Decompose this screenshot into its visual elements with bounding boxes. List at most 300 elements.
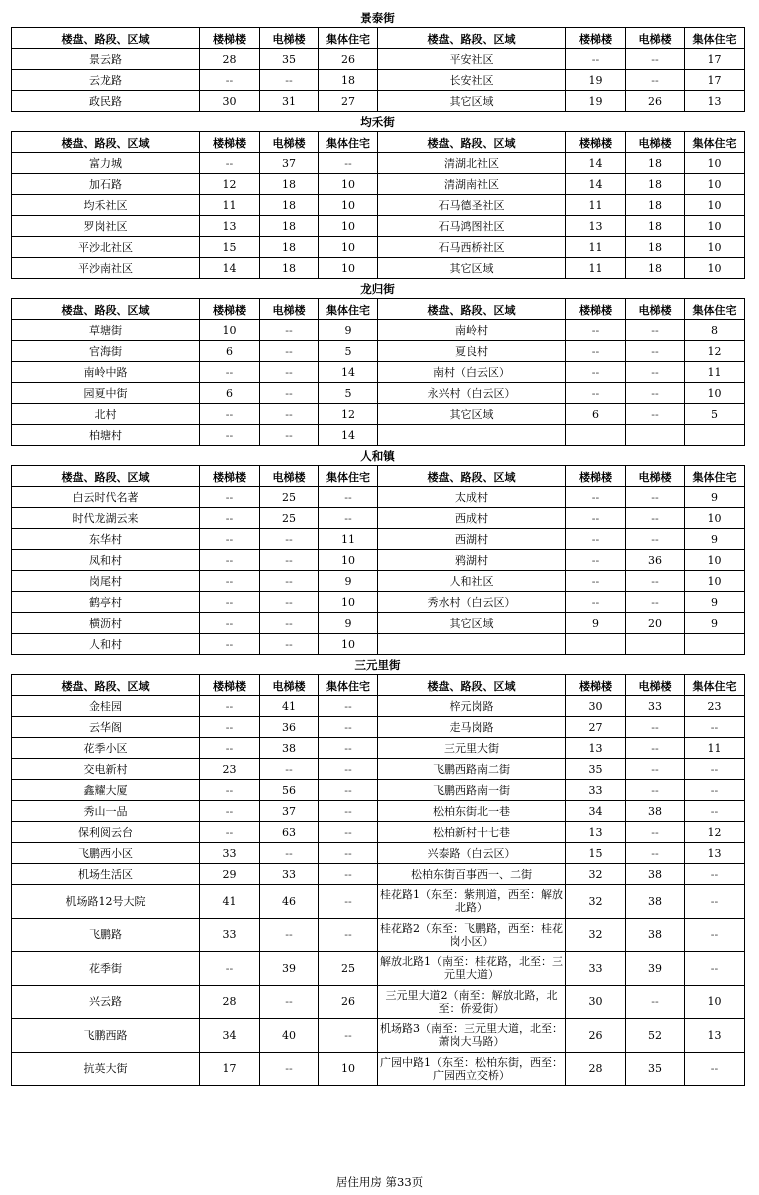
cell-collective-housing: 10 — [685, 237, 745, 258]
cell-area-name — [378, 425, 566, 446]
cell-stair-building: -- — [200, 801, 260, 822]
cell-stair-building: 15 — [566, 843, 626, 864]
table-row — [12, 885, 745, 919]
cell-collective-housing: -- — [319, 918, 378, 952]
cell-area-name: 罗岗社区 — [12, 216, 200, 237]
cell-area-name: 长安社区 — [378, 70, 566, 91]
table-row — [12, 634, 745, 655]
cell-collective-housing: -- — [685, 952, 745, 986]
cell-collective-housing: -- — [319, 822, 378, 843]
column-header-stair-building: 楼梯楼 — [566, 299, 626, 320]
cell-collective-housing: -- — [319, 885, 378, 919]
cell-stair-building: -- — [566, 550, 626, 571]
cell-collective-housing: 9 — [319, 320, 378, 341]
cell-elevator-building: 37 — [260, 153, 319, 174]
cell-area-name: 鸦湖村 — [378, 550, 566, 571]
cell-collective-housing: 9 — [319, 571, 378, 592]
cell-collective-housing: -- — [685, 759, 745, 780]
table-row — [12, 696, 745, 717]
cell-area-name: 飞鹏路 — [12, 918, 200, 952]
column-header-area-name: 楼盘、路段、区域 — [12, 28, 200, 49]
cell-area-name: 政民路 — [12, 91, 200, 112]
cell-stair-building: -- — [200, 404, 260, 425]
cell-elevator-building: -- — [626, 341, 685, 362]
cell-stair-building: 33 — [566, 780, 626, 801]
column-header-area-name: 楼盘、路段、区域 — [12, 675, 200, 696]
cell-collective-housing: -- — [319, 487, 378, 508]
cell-area-name: 其它区域 — [378, 91, 566, 112]
cell-elevator-building: -- — [260, 70, 319, 91]
cell-stair-building: 14 — [566, 174, 626, 195]
cell-stair-building: -- — [200, 738, 260, 759]
cell-elevator-building: 18 — [626, 237, 685, 258]
cell-collective-housing: 11 — [685, 362, 745, 383]
cell-stair-building: 27 — [566, 717, 626, 738]
cell-elevator-building: -- — [626, 571, 685, 592]
cell-stair-building: -- — [200, 613, 260, 634]
cell-area-name: 飞鹏西路南二街 — [378, 759, 566, 780]
cell-elevator-building: 36 — [626, 550, 685, 571]
cell-collective-housing: -- — [685, 801, 745, 822]
cell-collective-housing: 14 — [319, 425, 378, 446]
section-table — [11, 131, 745, 279]
cell-collective-housing: 10 — [685, 383, 745, 404]
cell-elevator-building: -- — [626, 383, 685, 404]
cell-area-name: 人和社区 — [378, 571, 566, 592]
cell-stair-building: -- — [566, 592, 626, 613]
cell-elevator-building: 35 — [626, 1052, 685, 1086]
cell-stair-building: -- — [566, 320, 626, 341]
column-header-area-name: 楼盘、路段、区域 — [378, 28, 566, 49]
cell-elevator-building: 31 — [260, 91, 319, 112]
column-header-stair-building: 楼梯楼 — [200, 299, 260, 320]
table-row — [12, 529, 745, 550]
cell-elevator-building: 35 — [260, 49, 319, 70]
cell-area-name: 抗英大街 — [12, 1052, 200, 1086]
cell-stair-building: 30 — [566, 985, 626, 1019]
cell-elevator-building: 18 — [260, 216, 319, 237]
table-row — [12, 843, 745, 864]
cell-area-name: 西湖村 — [378, 529, 566, 550]
cell-area-name: 广园中路1（东至：松柏东街，西至：广园西立交桥） — [378, 1052, 566, 1086]
cell-elevator-building: -- — [626, 717, 685, 738]
cell-stair-building: -- — [200, 952, 260, 986]
table-row — [12, 91, 745, 112]
cell-collective-housing: 10 — [319, 216, 378, 237]
cell-elevator-building: -- — [260, 320, 319, 341]
cell-elevator-building: 18 — [626, 195, 685, 216]
cell-collective-housing: 10 — [685, 508, 745, 529]
cell-collective-housing: 10 — [319, 237, 378, 258]
cell-collective-housing: -- — [319, 780, 378, 801]
cell-elevator-building: 18 — [626, 216, 685, 237]
cell-collective-housing: 9 — [319, 613, 378, 634]
cell-area-name: 夏良村 — [378, 341, 566, 362]
column-header-collective-housing: 集体住宅 — [685, 299, 745, 320]
cell-collective-housing: 10 — [685, 550, 745, 571]
column-header-stair-building: 楼梯楼 — [566, 466, 626, 487]
cell-stair-building: 11 — [200, 195, 260, 216]
cell-collective-housing: 10 — [319, 1052, 378, 1086]
column-header-area-name: 楼盘、路段、区域 — [12, 466, 200, 487]
cell-area-name: 云华阁 — [12, 717, 200, 738]
cell-elevator-building: -- — [260, 634, 319, 655]
table-row — [12, 1019, 745, 1053]
table-row — [12, 613, 745, 634]
cell-area-name: 机场路3（南至：三元里大道，北至：萧岗大马路） — [378, 1019, 566, 1053]
cell-stair-building — [566, 425, 626, 446]
column-header-stair-building: 楼梯楼 — [200, 466, 260, 487]
cell-collective-housing: -- — [319, 1019, 378, 1053]
cell-area-name: 凤和村 — [12, 550, 200, 571]
cell-area-name: 机场路12号大院 — [12, 885, 200, 919]
section-title: 景泰街 — [360, 11, 395, 25]
cell-collective-housing: 11 — [319, 529, 378, 550]
table-row — [12, 759, 745, 780]
cell-elevator-building: 37 — [260, 801, 319, 822]
cell-area-name: 太成村 — [378, 487, 566, 508]
column-header-area-name: 楼盘、路段、区域 — [378, 675, 566, 696]
column-header-area-name: 楼盘、路段、区域 — [12, 132, 200, 153]
cell-stair-building: -- — [200, 717, 260, 738]
section-title: 人和镇 — [360, 449, 395, 463]
column-header-collective-housing: 集体住宅 — [685, 132, 745, 153]
cell-area-name: 松柏东街北一巷 — [378, 801, 566, 822]
table-row — [12, 153, 745, 174]
column-header-collective-housing: 集体住宅 — [685, 675, 745, 696]
cell-collective-housing: 12 — [685, 822, 745, 843]
cell-area-name: 其它区域 — [378, 258, 566, 279]
table-header-row — [12, 28, 745, 49]
cell-collective-housing: 13 — [685, 91, 745, 112]
column-header-elevator-building: 电梯楼 — [626, 299, 685, 320]
cell-elevator-building: 18 — [260, 174, 319, 195]
cell-collective-housing — [685, 634, 745, 655]
cell-collective-housing: -- — [319, 843, 378, 864]
cell-area-name: 西成村 — [378, 508, 566, 529]
column-header-collective-housing: 集体住宅 — [685, 466, 745, 487]
cell-stair-building: 6 — [200, 383, 260, 404]
column-header-elevator-building: 电梯楼 — [260, 28, 319, 49]
column-header-collective-housing: 集体住宅 — [319, 675, 378, 696]
cell-collective-housing: 10 — [319, 550, 378, 571]
cell-area-name: 三元里大道2（南至：解放北路，北至：侨爱街） — [378, 985, 566, 1019]
cell-elevator-building: 38 — [260, 738, 319, 759]
table-header-row — [12, 299, 745, 320]
cell-collective-housing: 17 — [685, 49, 745, 70]
cell-elevator-building: -- — [626, 738, 685, 759]
cell-area-name: 南岭中路 — [12, 362, 200, 383]
column-header-stair-building: 楼梯楼 — [200, 132, 260, 153]
cell-stair-building: 33 — [566, 952, 626, 986]
cell-stair-building: 26 — [566, 1019, 626, 1053]
cell-elevator-building: -- — [260, 550, 319, 571]
section-table — [11, 465, 745, 655]
cell-collective-housing: 23 — [685, 696, 745, 717]
table-row — [12, 341, 745, 362]
table-row — [12, 801, 745, 822]
cell-elevator-building: -- — [260, 918, 319, 952]
cell-stair-building: 17 — [200, 1052, 260, 1086]
cell-collective-housing: 10 — [685, 985, 745, 1019]
cell-elevator-building: 39 — [260, 952, 319, 986]
cell-collective-housing: -- — [319, 153, 378, 174]
cell-stair-building: 11 — [566, 258, 626, 279]
cell-collective-housing: -- — [319, 759, 378, 780]
cell-collective-housing: -- — [319, 717, 378, 738]
column-header-area-name: 楼盘、路段、区域 — [378, 299, 566, 320]
cell-collective-housing: 10 — [685, 216, 745, 237]
cell-collective-housing: 12 — [319, 404, 378, 425]
cell-collective-housing: -- — [319, 801, 378, 822]
cell-stair-building: -- — [200, 153, 260, 174]
cell-area-name: 南岭村 — [378, 320, 566, 341]
column-header-elevator-building: 电梯楼 — [260, 299, 319, 320]
page-footer — [0, 1174, 759, 1190]
cell-area-name: 人和村 — [12, 634, 200, 655]
cell-stair-building: -- — [200, 529, 260, 550]
cell-elevator-building: -- — [260, 1052, 319, 1086]
column-header-collective-housing: 集体住宅 — [319, 28, 378, 49]
table-row — [12, 717, 745, 738]
cell-elevator-building: 18 — [260, 195, 319, 216]
cell-collective-housing: 5 — [685, 404, 745, 425]
cell-area-name: 飞鹏西路 — [12, 1019, 200, 1053]
cell-stair-building: -- — [200, 550, 260, 571]
cell-elevator-building: -- — [626, 362, 685, 383]
table-row — [12, 985, 745, 1019]
cell-collective-housing: -- — [685, 780, 745, 801]
table-row — [12, 738, 745, 759]
cell-area-name: 石马西桥社区 — [378, 237, 566, 258]
cell-collective-housing: 10 — [319, 195, 378, 216]
column-header-stair-building: 楼梯楼 — [566, 28, 626, 49]
column-header-collective-housing: 集体住宅 — [319, 466, 378, 487]
cell-stair-building: 14 — [566, 153, 626, 174]
cell-area-name: 桂花路1（东至：紫荆道，西至：解放北路） — [378, 885, 566, 919]
column-header-elevator-building: 电梯楼 — [260, 466, 319, 487]
table-row — [12, 592, 745, 613]
table-header-row — [12, 675, 745, 696]
column-header-elevator-building: 电梯楼 — [626, 466, 685, 487]
cell-stair-building: -- — [200, 362, 260, 383]
cell-area-name: 松柏东街百事西一、二街 — [378, 864, 566, 885]
cell-elevator-building: 18 — [626, 174, 685, 195]
cell-area-name: 其它区域 — [378, 404, 566, 425]
cell-collective-housing: 5 — [319, 383, 378, 404]
cell-area-name: 柏塘村 — [12, 425, 200, 446]
cell-area-name: 其它区域 — [378, 613, 566, 634]
cell-area-name: 兴泰路（白云区） — [378, 843, 566, 864]
cell-elevator-building: -- — [260, 529, 319, 550]
table-row — [12, 487, 745, 508]
cell-collective-housing: -- — [685, 864, 745, 885]
cell-collective-housing: 9 — [685, 529, 745, 550]
cell-area-name: 云龙路 — [12, 70, 200, 91]
cell-elevator-building: -- — [260, 383, 319, 404]
cell-collective-housing: 10 — [685, 174, 745, 195]
cell-elevator-building: -- — [260, 425, 319, 446]
table-row — [12, 174, 745, 195]
cell-stair-building: -- — [566, 529, 626, 550]
cell-collective-housing: 27 — [319, 91, 378, 112]
cell-elevator-building: -- — [260, 613, 319, 634]
cell-area-name: 白云时代名著 — [12, 487, 200, 508]
footer-page-number: 第33页 — [385, 1175, 424, 1189]
cell-stair-building: 12 — [200, 174, 260, 195]
table-row — [12, 404, 745, 425]
cell-stair-building: 13 — [566, 822, 626, 843]
cell-area-name: 走马岗路 — [378, 717, 566, 738]
cell-elevator-building: 38 — [626, 885, 685, 919]
table-row — [12, 780, 745, 801]
column-header-stair-building: 楼梯楼 — [566, 132, 626, 153]
cell-elevator-building — [626, 425, 685, 446]
section-table — [11, 298, 745, 446]
cell-stair-building: 14 — [200, 258, 260, 279]
column-header-elevator-building: 电梯楼 — [260, 132, 319, 153]
cell-elevator-building: 18 — [626, 258, 685, 279]
cell-stair-building: 28 — [200, 49, 260, 70]
cell-elevator-building: -- — [626, 780, 685, 801]
cell-collective-housing: 12 — [685, 341, 745, 362]
cell-elevator-building: 33 — [626, 696, 685, 717]
section-title: 三元里街 — [354, 658, 401, 672]
cell-collective-housing: 17 — [685, 70, 745, 91]
cell-stair-building: 6 — [200, 341, 260, 362]
cell-area-name: 清湖北社区 — [378, 153, 566, 174]
cell-collective-housing: -- — [685, 918, 745, 952]
column-header-elevator-building: 电梯楼 — [626, 28, 685, 49]
column-header-collective-housing: 集体住宅 — [685, 28, 745, 49]
cell-collective-housing: -- — [319, 696, 378, 717]
cell-stair-building: 32 — [566, 885, 626, 919]
cell-area-name: 横沥村 — [12, 613, 200, 634]
cell-stair-building: -- — [566, 487, 626, 508]
table-row — [12, 320, 745, 341]
cell-collective-housing: 9 — [685, 613, 745, 634]
cell-stair-building: 11 — [566, 237, 626, 258]
cell-collective-housing: 10 — [319, 258, 378, 279]
table-row — [12, 258, 745, 279]
table-row — [12, 362, 745, 383]
cell-collective-housing: 26 — [319, 985, 378, 1019]
cell-elevator-building: 56 — [260, 780, 319, 801]
cell-area-name: 清湖南社区 — [378, 174, 566, 195]
section-table — [11, 27, 745, 112]
cell-elevator-building: 25 — [260, 487, 319, 508]
column-header-elevator-building: 电梯楼 — [626, 132, 685, 153]
cell-area-name: 保利阅云台 — [12, 822, 200, 843]
cell-area-name: 景云路 — [12, 49, 200, 70]
cell-area-name: 平沙北社区 — [12, 237, 200, 258]
cell-collective-housing: 8 — [685, 320, 745, 341]
cell-area-name: 草塘街 — [12, 320, 200, 341]
cell-elevator-building: -- — [626, 822, 685, 843]
cell-stair-building: 32 — [566, 864, 626, 885]
cell-area-name: 官海街 — [12, 341, 200, 362]
cell-stair-building: 41 — [200, 885, 260, 919]
cell-collective-housing: 13 — [685, 843, 745, 864]
footer-label: 居住用房 — [335, 1175, 382, 1189]
cell-stair-building: -- — [200, 487, 260, 508]
cell-collective-housing: 10 — [319, 634, 378, 655]
cell-elevator-building: 18 — [260, 258, 319, 279]
column-header-stair-building: 楼梯楼 — [566, 675, 626, 696]
cell-collective-housing: 10 — [319, 174, 378, 195]
cell-stair-building: 13 — [566, 738, 626, 759]
cell-stair-building: -- — [200, 696, 260, 717]
table-row — [12, 952, 745, 986]
cell-area-name: 飞鹏西小区 — [12, 843, 200, 864]
cell-stair-building: -- — [566, 571, 626, 592]
table-row — [12, 1052, 745, 1086]
cell-area-name: 平安社区 — [378, 49, 566, 70]
cell-area-name: 石马鸿图社区 — [378, 216, 566, 237]
cell-area-name: 秀山一品 — [12, 801, 200, 822]
table-row — [12, 216, 745, 237]
cell-area-name — [378, 634, 566, 655]
cell-collective-housing — [685, 425, 745, 446]
cell-area-name: 梓元岗路 — [378, 696, 566, 717]
cell-elevator-building: -- — [626, 487, 685, 508]
cell-stair-building: 34 — [200, 1019, 260, 1053]
cell-stair-building: -- — [566, 383, 626, 404]
cell-area-name: 北村 — [12, 404, 200, 425]
cell-elevator-building: -- — [626, 985, 685, 1019]
cell-stair-building: 9 — [566, 613, 626, 634]
cell-collective-housing: 25 — [319, 952, 378, 986]
cell-elevator-building: 18 — [626, 153, 685, 174]
cell-elevator-building: -- — [626, 49, 685, 70]
cell-stair-building: -- — [200, 592, 260, 613]
cell-area-name: 富力城 — [12, 153, 200, 174]
cell-area-name: 金桂园 — [12, 696, 200, 717]
cell-stair-building: 30 — [200, 91, 260, 112]
cell-area-name: 东华村 — [12, 529, 200, 550]
cell-stair-building: -- — [200, 780, 260, 801]
cell-stair-building: 19 — [566, 70, 626, 91]
cell-stair-building: -- — [200, 634, 260, 655]
cell-elevator-building: -- — [260, 759, 319, 780]
column-header-area-name: 楼盘、路段、区域 — [378, 132, 566, 153]
column-header-stair-building: 楼梯楼 — [200, 28, 260, 49]
cell-area-name: 三元里大街 — [378, 738, 566, 759]
cell-area-name: 南村（白云区） — [378, 362, 566, 383]
cell-elevator-building: 20 — [626, 613, 685, 634]
cell-stair-building: 6 — [566, 404, 626, 425]
cell-elevator-building: -- — [626, 404, 685, 425]
cell-collective-housing: -- — [319, 508, 378, 529]
cell-stair-building: -- — [200, 70, 260, 91]
cell-stair-building: 32 — [566, 918, 626, 952]
cell-area-name: 永兴村（白云区） — [378, 383, 566, 404]
column-header-elevator-building: 电梯楼 — [260, 675, 319, 696]
cell-elevator-building: 18 — [260, 237, 319, 258]
cell-area-name: 石马德圣社区 — [378, 195, 566, 216]
cell-collective-housing: -- — [685, 885, 745, 919]
table-row — [12, 571, 745, 592]
cell-elevator-building — [626, 634, 685, 655]
cell-elevator-building: 25 — [260, 508, 319, 529]
cell-collective-housing: 10 — [685, 258, 745, 279]
cell-elevator-building: 46 — [260, 885, 319, 919]
cell-area-name: 机场生活区 — [12, 864, 200, 885]
cell-stair-building: 35 — [566, 759, 626, 780]
cell-collective-housing: 9 — [685, 487, 745, 508]
table-row — [12, 918, 745, 952]
cell-area-name: 鑫耀大厦 — [12, 780, 200, 801]
